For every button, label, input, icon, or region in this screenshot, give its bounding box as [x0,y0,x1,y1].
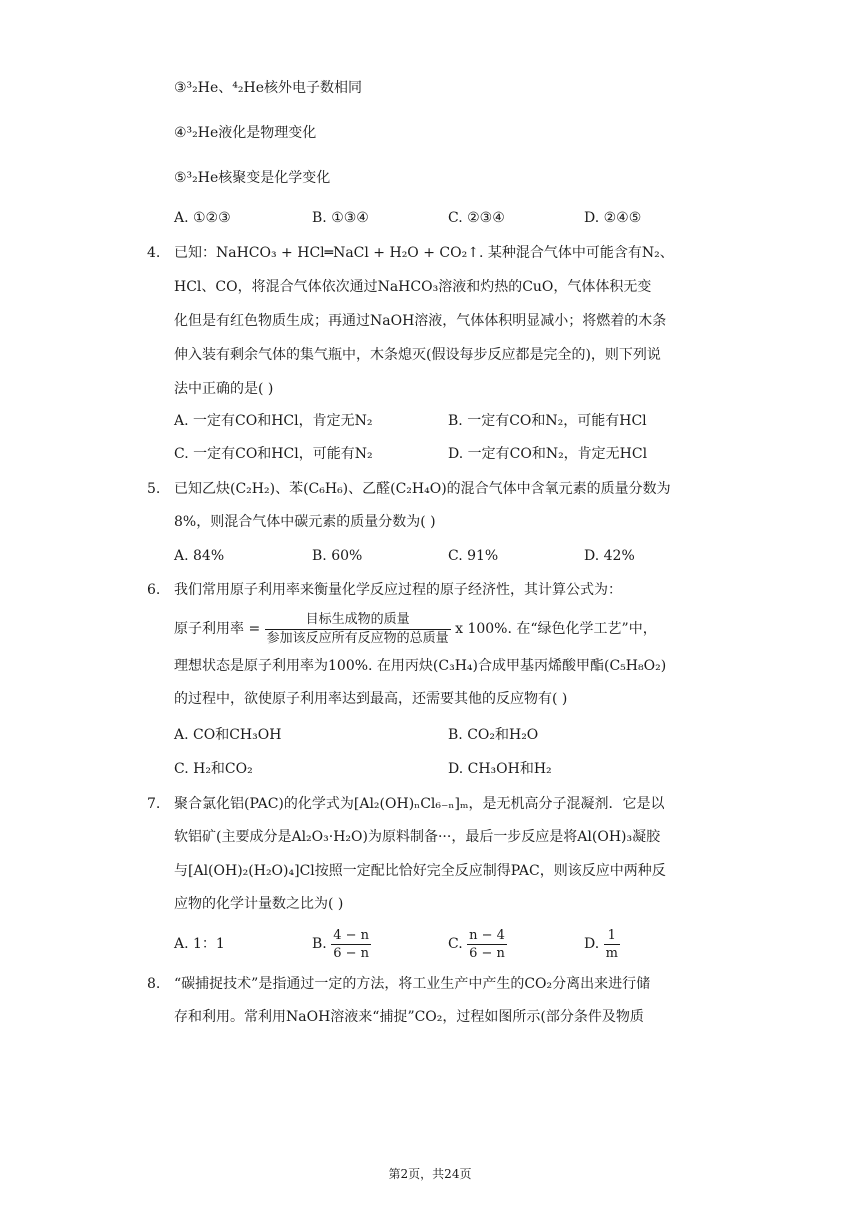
q4-option-d: D. 一定有CO和N₂，肯定无HCl [448,446,648,462]
q7-line-1: 聚合氯化铝(PAC)的化学式为[Al₂(OH)ₙCl₆₋ₙ]ₘ，是无机高分子混凝剂．它是以 [174,796,665,812]
q3-item-4: ④³₂He液化是物理变化 [174,125,317,141]
q7-option-a: A. 1：1 [174,936,225,952]
q5-option-d: D. 42% [584,548,635,564]
q6-line-4: 的过程中，欲使原子利用率达到最高，还需要其他的反应物有( ) [174,691,568,707]
q8-number: 8. [147,976,161,992]
q6-formula-denominator: 参加该反应所有反应物的总质量 [266,630,449,646]
q7-option-d-numerator: 1 [604,927,620,945]
q8-line-2: 存和利用。常利用NaOH溶液来“捕捉”CO₂，过程如图所示(部分条件及物质 [174,1009,644,1025]
q4-line-1: 已知：NaHCO₃ + HCl═NaCl + H₂O + CO₂↑. 某种混合气体中可能含有N₂、 [174,245,674,261]
q4-option-c: C. 一定有CO和HCl，可能有N₂ [174,446,373,462]
q3-option-d: D. ②④⑤ [584,210,642,226]
q6-line-3: 理想状态是原子利用率为100%. 在用丙炔(C₃H₄)合成甲基丙烯酸甲酯(C₅H₈O₂) [174,658,667,674]
q4-line-5: 法中正确的是( ) [174,381,274,397]
q7-option-d-fraction [604,927,620,962]
q7-line-2: 软铝矿(主要成分是Al₂O₃·H₂O)为原料制备···，最后一步反应是将Al(OH)₃凝胶 [174,829,661,845]
q7-line-3: 与[Al(OH)₂(H₂O)₄]Cl按照一定配比恰好完全反应制得PAC，则该反应中两种反 [174,863,666,879]
q5-line-2: 8%，则混合气体中碳元素的质量分数为( ) [174,514,436,530]
q7-option-b-numerator: 4 − n [333,927,370,943]
q6-formula-rhs: x 100%. 在“绿色化学工艺”中， [455,621,657,637]
q6-option-a: A. CO和CH₃OH [174,727,282,743]
q6-formula-line [174,610,657,648]
q7-option-c-label: C. [448,936,463,952]
q4-line-3: 化但是有红色物质生成；再通过NaOH溶液，气体体积明显减小；将燃着的木条 [174,313,667,329]
q7-option-d-denominator: m [605,945,618,961]
q4-line-2: HCl、CO，将混合气体依次通过NaHCO₃溶液和灼热的CuO，气体体积无变 [174,279,652,295]
q6-formula-fraction [265,611,451,648]
q5-option-c: C. 91% [448,548,499,564]
q4-number: 4. [147,245,161,261]
q5-number: 5. [147,481,161,497]
q7-line-4: 应物的化学计量数之比为( ) [174,896,344,912]
q3-option-c: C. ②③④ [448,210,505,226]
q6-formula-lhs: 原子利用率 = [174,621,261,637]
q3-item-3: ③³₂He、⁴₂He核外电子数相同 [174,80,362,96]
q7-option-b-label: B. [312,936,327,952]
q6-option-d: D. CH₃OH和H₂ [448,761,552,777]
q7-option-c-fraction [467,927,507,962]
q6-formula-numerator: 目标生成物的质量 [265,611,451,630]
q7-option-b [312,924,371,964]
q7-option-c-denominator: 6 − n [469,945,505,961]
q7-option-b-denominator: 6 − n [333,945,370,961]
q7-option-c [448,924,507,964]
q6-number: 6. [147,582,161,598]
q7-option-b-fraction [331,927,371,962]
q6-option-c: C. H₂和CO₂ [174,761,253,777]
q4-option-b: B. 一定有CO和N₂，可能有HCl [448,413,647,429]
q7-option-d [584,924,620,964]
page-footer: 第2页，共24页 [388,1167,472,1181]
q3-item-5: ⑤³₂He核聚变是化学变化 [174,170,331,186]
q3-option-b: B. ①③④ [312,210,369,226]
q5-line-1: 已知乙炔(C₂H₂)、苯(C₆H₆)、乙醛(C₂H₄O)的混合气体中含氧元素的质量分数为 [174,481,671,497]
q4-line-4: 伸入装有剩余气体的集气瓶中，木条熄灭(假设每步反应都是完全的)，则下列说 [174,347,661,363]
q7-number: 7. [147,796,161,812]
q6-option-b: B. CO₂和H₂O [448,727,539,743]
q7-option-c-numerator: n − 4 [469,927,505,943]
q4-option-a: A. 一定有CO和HCl，肯定无N₂ [174,413,373,429]
q6-line-1: 我们常用原子利用率来衡量化学反应过程的原子经济性，其计算公式为： [174,582,622,598]
q5-option-b: B. 60% [312,548,363,564]
q7-option-d-label: D. [584,936,600,952]
q5-option-a: A. 84% [174,548,225,564]
q3-option-a: A. ①②③ [174,210,231,226]
q8-line-1: “碳捕捉技术”是指通过一定的方法，将工业生产中产生的CO₂分离出来进行储 [174,976,651,992]
